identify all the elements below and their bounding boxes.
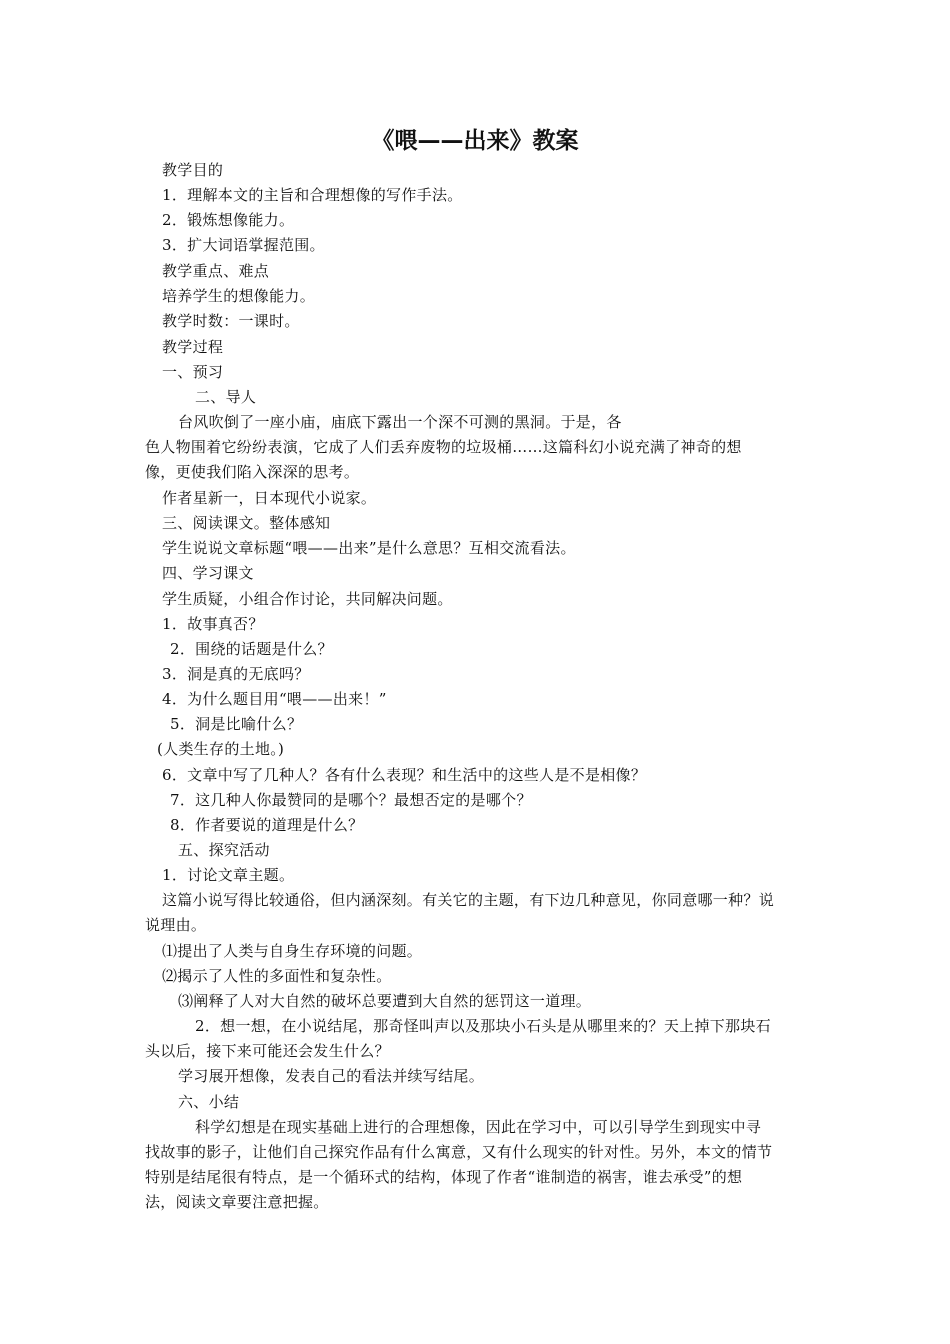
paragraph-line: 法，阅读文章要注意把握。: [145, 1193, 329, 1211]
question-item: 7．这几种人你最赞同的是哪个？最想否定的是哪个？: [170, 791, 532, 809]
paragraph-line: 学生说说文章标题“喂——出来”是什么意思？互相交流看法。: [162, 539, 576, 557]
activity-item: 2．想一想，在小说结尾，那奇怪叫声以及那块小石头是从哪里来的？天上掉下那块石: [195, 1017, 771, 1035]
paragraph-line: 教学时数：一课时。: [162, 312, 300, 330]
section-heading-process: 教学过程: [162, 338, 224, 356]
section-heading: 三、阅读课文。整体感知: [162, 514, 331, 532]
opinion-item: ⑵揭示了人性的多面性和复杂性。: [162, 967, 392, 985]
objective-item: 2．锻炼想像能力。: [162, 211, 295, 229]
section-heading-objectives: 教学目的: [162, 161, 224, 179]
paragraph-line: 作者星新一，日本现代小说家。: [162, 489, 377, 507]
question-item: 2．围绕的话题是什么？: [170, 640, 333, 658]
question-item: 1．故事真否？: [162, 615, 264, 633]
section-heading: 五、探究活动: [178, 841, 270, 859]
opinion-item: ⑶阐释了人对大自然的破坏总要遭到大自然的惩罚这一道理。: [178, 992, 592, 1010]
paragraph-line: 培养学生的想像能力。: [162, 287, 316, 305]
answer-note: (人类生存的土地。): [157, 740, 285, 758]
paragraph-line: 这篇小说写得比较通俗，但内涵深刻。有关它的主题，有下边几种意见，你同意哪一种？说: [162, 891, 775, 909]
paragraph-line: 说理由。: [145, 916, 207, 934]
section-heading: 一、预习: [162, 363, 224, 381]
section-heading: 二、导人: [195, 388, 257, 406]
question-item: 6．文章中写了几种人？各有什么表现？和生活中的这些人是不是相像？: [162, 766, 647, 784]
paragraph-line: 学生质疑，小组合作讨论，共同解决问题。: [162, 590, 453, 608]
paragraph-line: 科学幻想是在现实基础上进行的合理想像，因此在学习中，可以引导学生到现实中寻: [195, 1118, 762, 1136]
question-item: 4．为什么题目用“喂——出来！”: [162, 690, 387, 708]
objective-item: 1．理解本文的主旨和合理想像的写作手法。: [162, 186, 463, 204]
paragraph-line: 色人物围着它纷纷表演，它成了人们丢弃废物的垃圾桶……这篇科幻小说充满了神奇的想: [145, 438, 742, 456]
section-heading: 四、学习课文: [162, 564, 254, 582]
opinion-item: ⑴提出了人类与自身生存环境的问题。: [162, 942, 423, 960]
paragraph-line: 头以后，接下来可能还会发生什么？: [145, 1042, 390, 1060]
document-title: 《喂——出来》教案: [371, 128, 579, 154]
paragraph-line: 特别是结尾很有特点，是一个循环式的结构，体现了作者“谁制造的祸害，谁去承受”的想: [145, 1168, 743, 1186]
section-heading: 六、小结: [178, 1093, 240, 1111]
question-item: 5．洞是比喻什么？: [170, 715, 303, 733]
paragraph-line: 学习展开想像，发表自己的看法并续写结尾。: [178, 1067, 485, 1085]
activity-item: 1．讨论文章主题。: [162, 866, 295, 884]
objective-item: 3．扩大词语掌握范围。: [162, 236, 325, 254]
paragraph-line: 像，更使我们陷入深深的思考。: [145, 463, 360, 481]
question-item: 8．作者要说的道理是什么？: [170, 816, 364, 834]
section-heading-key-points: 教学重点、难点: [162, 262, 270, 280]
question-item: 3．洞是真的无底吗？: [162, 665, 310, 683]
paragraph-line: 台风吹倒了一座小庙，庙底下露出一个深不可测的黑洞。于是，各: [178, 413, 622, 431]
paragraph-line: 找故事的影子，让他们自己探究作品有什么寓意，又有什么现实的针对性。另外，本文的情节: [145, 1143, 773, 1161]
